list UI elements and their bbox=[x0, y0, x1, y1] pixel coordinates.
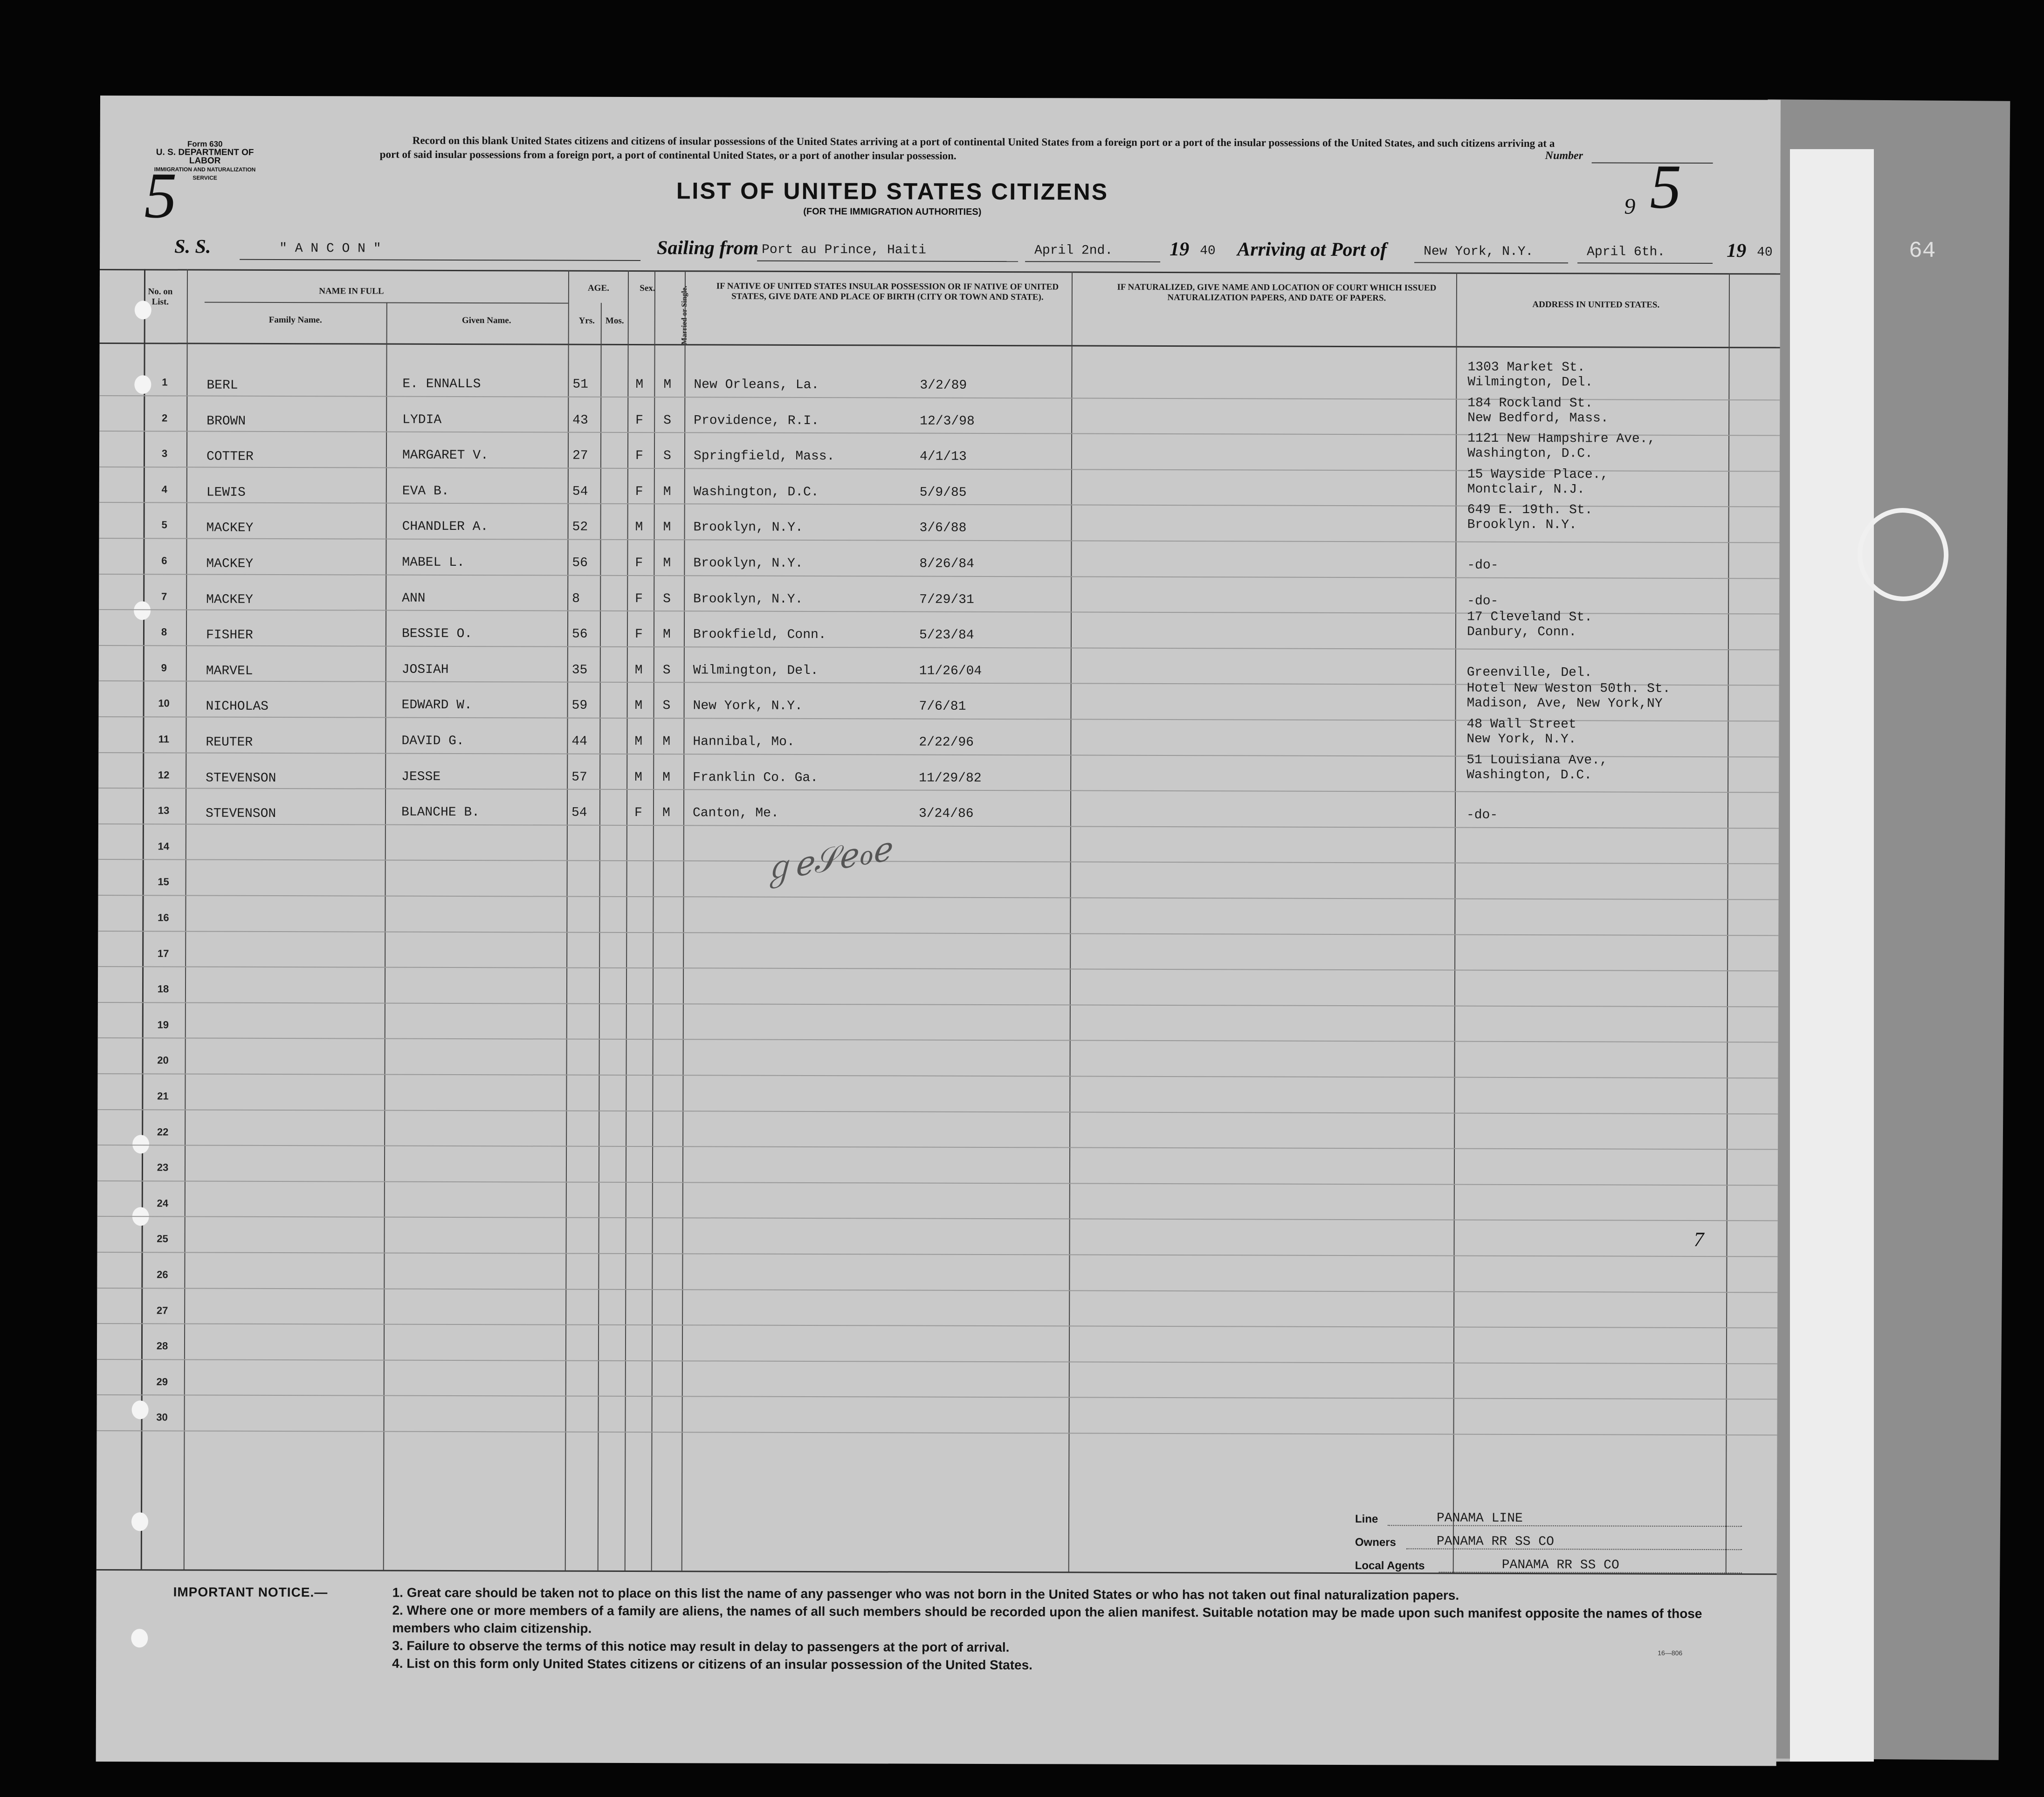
marital-status: M bbox=[662, 627, 671, 642]
table-row bbox=[99, 646, 1779, 686]
given-name: CHANDLER A. bbox=[402, 520, 489, 535]
marital-status: M bbox=[663, 377, 672, 392]
col-header-address: ADDRESS IN UNITED STATES. bbox=[1532, 300, 1660, 310]
form-instructions: Record on this blank United States citizens and citizens of insular possessions of the United States arriving at a port of continental United States from a foreign port or a port of the insular possessions of the United States, and such citizens arriving at a port of said insular possessions from a foreign port, a port of continental United States, or a port of another insular possession. bbox=[379, 134, 1555, 162]
family-name: FISHER bbox=[206, 628, 253, 643]
family-name: LEWIS bbox=[206, 485, 246, 500]
given-name: JESSE bbox=[401, 769, 441, 784]
birth-date: 11/29/82 bbox=[919, 771, 982, 786]
col-header-given: Given Name. bbox=[461, 316, 511, 326]
given-name: EDWARD W. bbox=[401, 698, 472, 713]
col-header-mos: Mos. bbox=[605, 316, 624, 326]
row-number: 30 bbox=[156, 1411, 168, 1423]
birth-place: Providence, R.I. bbox=[694, 413, 819, 428]
row-number: 18 bbox=[157, 983, 169, 995]
table-row bbox=[98, 789, 1779, 828]
row-number: 27 bbox=[156, 1304, 168, 1316]
owners-value: PANAMA RR SS CO bbox=[1436, 1534, 1554, 1550]
sailing-from-label: Sailing from bbox=[657, 237, 759, 259]
table-row bbox=[98, 896, 1778, 935]
sex: M bbox=[634, 663, 643, 678]
sex: F bbox=[634, 806, 642, 821]
family-name: STEVENSON bbox=[206, 771, 276, 786]
underlying-sheet-light bbox=[1790, 149, 1874, 1762]
row-number: 6 bbox=[161, 555, 167, 567]
family-name: REUTER bbox=[206, 735, 253, 750]
family-name: MACKEY bbox=[206, 556, 254, 571]
row-number: 15 bbox=[158, 876, 169, 888]
birth-date: 7/6/81 bbox=[919, 699, 966, 714]
table-row bbox=[99, 396, 1780, 436]
table-row bbox=[98, 717, 1779, 757]
address-line-2: Wilmington, Del. bbox=[1467, 375, 1593, 390]
address-line-1: Hotel New Weston 50th. St. bbox=[1466, 681, 1671, 697]
birth-date: 3/24/86 bbox=[918, 806, 974, 822]
address bbox=[1466, 753, 1608, 783]
arrival-port: New York, N.Y. bbox=[1424, 244, 1534, 260]
address-line-2: Brooklyn. N.Y. bbox=[1467, 518, 1577, 533]
birth-date: 2/22/96 bbox=[919, 735, 974, 750]
row-number: 12 bbox=[158, 768, 170, 781]
birth-place: Franklin Co. Ga. bbox=[693, 770, 819, 785]
birth-place: New Orleans, La. bbox=[694, 377, 819, 393]
table-row bbox=[98, 824, 1779, 864]
important-notice bbox=[173, 1583, 1748, 1676]
birth-date: 5/23/84 bbox=[919, 628, 974, 643]
address bbox=[1467, 432, 1655, 462]
age-years: 54 bbox=[572, 484, 588, 499]
table-row bbox=[97, 1110, 1778, 1150]
address bbox=[1467, 665, 1592, 680]
given-name: E. ENNALLS bbox=[402, 377, 481, 392]
departure-date: April 2nd. bbox=[1034, 243, 1113, 258]
table-row bbox=[99, 610, 1779, 650]
table-row bbox=[98, 1038, 1778, 1078]
row-number: 10 bbox=[158, 697, 170, 709]
marital-status: M bbox=[663, 484, 671, 500]
address bbox=[1467, 594, 1498, 609]
date-blank bbox=[1025, 261, 1160, 262]
form-number: Form 630 bbox=[187, 139, 223, 149]
sex: F bbox=[634, 627, 643, 642]
age-years: 52 bbox=[572, 520, 588, 535]
col-header-name: NAME IN FULL bbox=[319, 286, 384, 296]
address bbox=[1467, 360, 1593, 391]
table-row bbox=[99, 360, 1780, 400]
birth-date: 3/6/88 bbox=[919, 521, 967, 536]
row-number: 16 bbox=[158, 912, 169, 924]
row-number: 2 bbox=[162, 412, 168, 424]
age-years: 43 bbox=[572, 413, 588, 428]
handwritten-list-number: 5 bbox=[144, 159, 177, 232]
service-name: IMMIGRATION AND NATURALIZATION SERVICE bbox=[154, 166, 256, 181]
table-row bbox=[98, 967, 1778, 1007]
age-years: 27 bbox=[572, 448, 588, 463]
ss-label: S. S. bbox=[174, 236, 211, 258]
address bbox=[1467, 558, 1498, 573]
birth-place: New York, N.Y. bbox=[693, 699, 803, 714]
age-years: 51 bbox=[572, 377, 589, 392]
address-line-2: -do- bbox=[1467, 558, 1499, 573]
row-number: 24 bbox=[157, 1197, 169, 1209]
address-line-1: 1303 Market St. bbox=[1467, 360, 1585, 375]
table-header-rule bbox=[100, 343, 1780, 348]
handwritten-sheet-number: 5 bbox=[1650, 152, 1682, 222]
row-number: 9 bbox=[161, 662, 167, 674]
age-years: 54 bbox=[571, 805, 587, 820]
notice-item-3: 3. Failure to observe the terms of this notice may result in delay to passengers at the port of arrival. bbox=[392, 1638, 1010, 1655]
address bbox=[1466, 717, 1576, 748]
birth-date: 12/3/98 bbox=[920, 414, 975, 429]
marital-status: S bbox=[663, 413, 672, 428]
family-name: MACKEY bbox=[206, 592, 254, 607]
family-name: MARVEL bbox=[206, 664, 253, 679]
arrival-port-blank bbox=[1414, 262, 1568, 263]
family-name: BROWN bbox=[206, 414, 246, 429]
row-number: 20 bbox=[157, 1054, 169, 1066]
marital-status: M bbox=[663, 556, 671, 571]
table-row bbox=[97, 1324, 1777, 1364]
col-header-birth: IF NATIVE OF UNITED STATES INSULAR POSSESSION OR IF NATIVE OF UNITED STATES, GIVE DATE AND PLACE OF BIRTH (CITY OR TOWN AND STATE). bbox=[716, 281, 1059, 302]
row-number: 8 bbox=[161, 626, 167, 638]
row-number: 4 bbox=[161, 483, 167, 495]
given-name: MARGARET V. bbox=[402, 448, 489, 463]
age-years: 35 bbox=[571, 663, 588, 678]
row-rule bbox=[96, 1430, 1777, 1435]
marital-status: M bbox=[662, 734, 671, 749]
address bbox=[1466, 808, 1498, 823]
table-row bbox=[96, 1395, 1777, 1435]
row-number: 25 bbox=[157, 1233, 168, 1245]
given-name: JOSIAH bbox=[401, 662, 449, 677]
agents-value: PANAMA RR SS CO bbox=[1501, 1557, 1619, 1573]
side-page-number: 64 bbox=[1909, 239, 1936, 264]
address bbox=[1467, 396, 1609, 426]
address-line-2: Montclair, N.J. bbox=[1467, 482, 1585, 497]
col-header-family: Family Name. bbox=[268, 315, 322, 325]
address-line-2: New Bedford, Mass. bbox=[1467, 411, 1609, 426]
notice-item-2: 2. Where one or more members of a family are aliens, the names of all such members should be recorded upon the alien manifest. Suitable notation may be made upon such manifest opposite the names of those members who claim citizenship. bbox=[392, 1603, 1702, 1636]
col-header-naturalized: IF NATURALIZED, GIVE NAME AND LOCATION OF COURT WHICH ISSUED NATURALIZATION PAPERS, AND DATE OF PAPERS. bbox=[1117, 282, 1437, 303]
page-title: LIST OF UNITED STATES CITIZENS bbox=[676, 178, 1109, 205]
sex: M bbox=[634, 699, 643, 713]
family-name: STEVENSON bbox=[205, 806, 276, 822]
row-number: 3 bbox=[161, 447, 168, 460]
col-header-age: AGE. bbox=[587, 283, 609, 293]
birth-date: 5/9/85 bbox=[919, 485, 967, 500]
row-number: 26 bbox=[157, 1269, 168, 1281]
table-row bbox=[97, 1181, 1778, 1221]
birth-date: 4/1/13 bbox=[919, 449, 967, 465]
table-row bbox=[98, 932, 1778, 971]
birth-place: Brooklyn, N.Y. bbox=[693, 591, 803, 607]
departure-year: 40 bbox=[1200, 244, 1216, 259]
birth-place: Brookfield, Conn. bbox=[693, 627, 826, 643]
row-number: 28 bbox=[156, 1340, 168, 1352]
punch-hole bbox=[131, 1629, 148, 1647]
row-number: 17 bbox=[157, 947, 169, 959]
row-number: 29 bbox=[156, 1376, 168, 1388]
marital-status: M bbox=[662, 806, 670, 821]
year-prefix: 19 bbox=[1170, 239, 1190, 261]
address-line-1: 1121 New Hampshire Ave., bbox=[1467, 431, 1656, 446]
arrival-year: 40 bbox=[1757, 245, 1773, 260]
print-code: 16—806 bbox=[1658, 1649, 1683, 1657]
birth-place: Brooklyn, N.Y. bbox=[693, 520, 803, 535]
handwritten-row-mark: 7 bbox=[1693, 1228, 1704, 1251]
birth-date: 8/26/84 bbox=[919, 556, 975, 571]
ship-name: " A N C O N " bbox=[279, 241, 381, 256]
punch-hole bbox=[135, 301, 151, 319]
sex: M bbox=[634, 734, 643, 749]
sex: F bbox=[635, 556, 643, 571]
table-row bbox=[99, 467, 1780, 507]
table-row bbox=[97, 1289, 1777, 1328]
table-row bbox=[99, 539, 1779, 578]
row-number: 7 bbox=[161, 590, 167, 602]
row-number: 5 bbox=[161, 519, 167, 531]
address-line-2: Washington, D.C. bbox=[1466, 768, 1592, 782]
age-years: 57 bbox=[571, 770, 587, 785]
birth-place: Springfield, Mass. bbox=[693, 449, 835, 464]
notice-item-4: 4. List on this form only United States citizens or citizens of an insular possession of the United States. bbox=[392, 1656, 1033, 1673]
notice-item-1: 1. Great care should be taken not to place on this list the name of any passenger who was not born in the United States or who has not taken out final naturalization papers. bbox=[392, 1585, 1459, 1603]
ship-blank bbox=[240, 259, 640, 261]
address-line-1: 17 Cleveland St. bbox=[1467, 610, 1592, 625]
line-label: Line bbox=[1355, 1513, 1378, 1526]
address bbox=[1467, 467, 1609, 497]
table-row bbox=[98, 1003, 1778, 1043]
address-line-1: 15 Wayside Place., bbox=[1467, 467, 1609, 482]
birth-place: Brooklyn, N.Y. bbox=[693, 556, 803, 571]
arrival-date-blank bbox=[1577, 262, 1713, 264]
row-number: 11 bbox=[158, 733, 170, 745]
birth-date: 3/2/89 bbox=[920, 378, 967, 393]
sex: M bbox=[635, 520, 643, 535]
given-name: EVA B. bbox=[402, 484, 449, 499]
given-name: BLANCHE B. bbox=[401, 805, 480, 820]
punch-hole bbox=[131, 1512, 148, 1531]
row-number: 21 bbox=[157, 1090, 169, 1102]
marital-status: S bbox=[663, 449, 671, 464]
address-line-2: -do- bbox=[1467, 594, 1499, 609]
sex: M bbox=[634, 770, 643, 785]
address bbox=[1467, 610, 1592, 640]
manifest-page bbox=[96, 96, 1781, 1766]
address-line-1: 649 E. 19th. St. bbox=[1467, 503, 1593, 518]
table-row bbox=[99, 575, 1779, 614]
age-years: 59 bbox=[571, 699, 588, 713]
table-row bbox=[97, 1360, 1777, 1399]
marital-status: M bbox=[663, 520, 671, 535]
row-number: 14 bbox=[158, 840, 170, 852]
row-number: 19 bbox=[157, 1019, 169, 1031]
address-line-2: Danbury, Conn. bbox=[1466, 624, 1577, 640]
birth-place: Canton, Me. bbox=[692, 806, 779, 821]
age-years: 8 bbox=[572, 591, 580, 606]
birth-place: Hannibal, Mo. bbox=[693, 734, 795, 749]
arrival-date: April 6th. bbox=[1587, 245, 1665, 260]
number-label: Number bbox=[1545, 150, 1583, 162]
agents-label: Local Agents bbox=[1355, 1559, 1425, 1572]
address-line-1: 48 Wall Street bbox=[1466, 717, 1576, 732]
address bbox=[1467, 681, 1671, 712]
age-years: 56 bbox=[572, 556, 588, 570]
sex: F bbox=[635, 413, 644, 428]
marital-status: M bbox=[662, 770, 671, 785]
family-name: NICHOLAS bbox=[206, 699, 269, 714]
age-years: 56 bbox=[571, 627, 588, 642]
col-header-no: No. on List. bbox=[148, 287, 173, 307]
row-number: 1 bbox=[162, 376, 168, 388]
sex: F bbox=[635, 449, 643, 464]
address-line-2: Greenville, Del. bbox=[1466, 665, 1592, 680]
table-row bbox=[99, 432, 1780, 471]
page-subtitle: (FOR THE IMMIGRATION AUTHORITIES) bbox=[803, 206, 982, 217]
address-line-2: -do- bbox=[1466, 808, 1498, 823]
address-line-1: 184 Rockland St. bbox=[1467, 396, 1593, 411]
address bbox=[1467, 503, 1593, 533]
owners-label: Owners bbox=[1355, 1536, 1396, 1549]
table-row bbox=[98, 753, 1779, 793]
birth-place: Wilmington, Del. bbox=[693, 663, 819, 678]
birth-place: Washington, D.C. bbox=[693, 485, 819, 500]
address-line-2: Washington, D.C. bbox=[1467, 446, 1593, 461]
address-line-1: 51 Louisiana Ave., bbox=[1466, 753, 1608, 768]
port-blank bbox=[757, 261, 1018, 262]
given-name: BESSIE O. bbox=[401, 626, 473, 642]
age-years: 44 bbox=[571, 734, 588, 749]
departure-port: Port au Prince, Haiti bbox=[762, 242, 927, 258]
birth-date: 7/29/31 bbox=[919, 592, 974, 607]
family-name: COTTER bbox=[206, 449, 254, 465]
col-header-married: Married or Single. bbox=[680, 286, 688, 345]
family-name: BERL bbox=[206, 378, 238, 393]
row-number: 13 bbox=[158, 804, 170, 816]
table-row bbox=[99, 503, 1780, 542]
handwritten-annotation: ℊℯ𝒮ℯℴℯ bbox=[758, 831, 894, 890]
year-prefix-2: 19 bbox=[1727, 240, 1747, 262]
sex: M bbox=[635, 377, 644, 392]
address-line-2: New York, N.Y. bbox=[1466, 732, 1576, 747]
arriving-label: Arriving at Port of bbox=[1237, 239, 1387, 261]
row-number: 22 bbox=[157, 1125, 169, 1138]
notice-title: IMPORTANT NOTICE.— bbox=[173, 1584, 328, 1600]
given-name: MABEL L. bbox=[402, 555, 465, 570]
address-line-2: Madison, Ave, New York,NY bbox=[1466, 696, 1663, 712]
marital-status: S bbox=[663, 591, 671, 606]
department-name: U. S. DEPARTMENT OF LABOR bbox=[156, 147, 254, 166]
row-number: 23 bbox=[157, 1161, 169, 1173]
table-row bbox=[97, 1253, 1777, 1292]
given-name: LYDIA bbox=[402, 412, 442, 427]
table-row bbox=[98, 860, 1779, 899]
col-header-sex: Sex. bbox=[640, 283, 655, 294]
handwritten-number-prefix: 9 bbox=[1624, 194, 1636, 219]
marital-status: S bbox=[662, 663, 671, 678]
table-top-rule bbox=[100, 269, 1780, 274]
marital-status: S bbox=[662, 699, 671, 713]
line-value: PANAMA LINE bbox=[1436, 1511, 1523, 1526]
birth-date: 11/26/04 bbox=[919, 664, 982, 679]
table-row bbox=[97, 1074, 1778, 1114]
given-name: ANN bbox=[402, 591, 426, 606]
col-header-yrs: Yrs. bbox=[578, 316, 595, 326]
table-row bbox=[97, 1217, 1778, 1256]
family-name: MACKEY bbox=[206, 521, 254, 536]
table-row bbox=[97, 1145, 1778, 1185]
sex: F bbox=[635, 484, 643, 499]
sex: F bbox=[635, 591, 643, 606]
given-name: DAVID G. bbox=[401, 734, 464, 749]
table-row bbox=[99, 681, 1779, 721]
